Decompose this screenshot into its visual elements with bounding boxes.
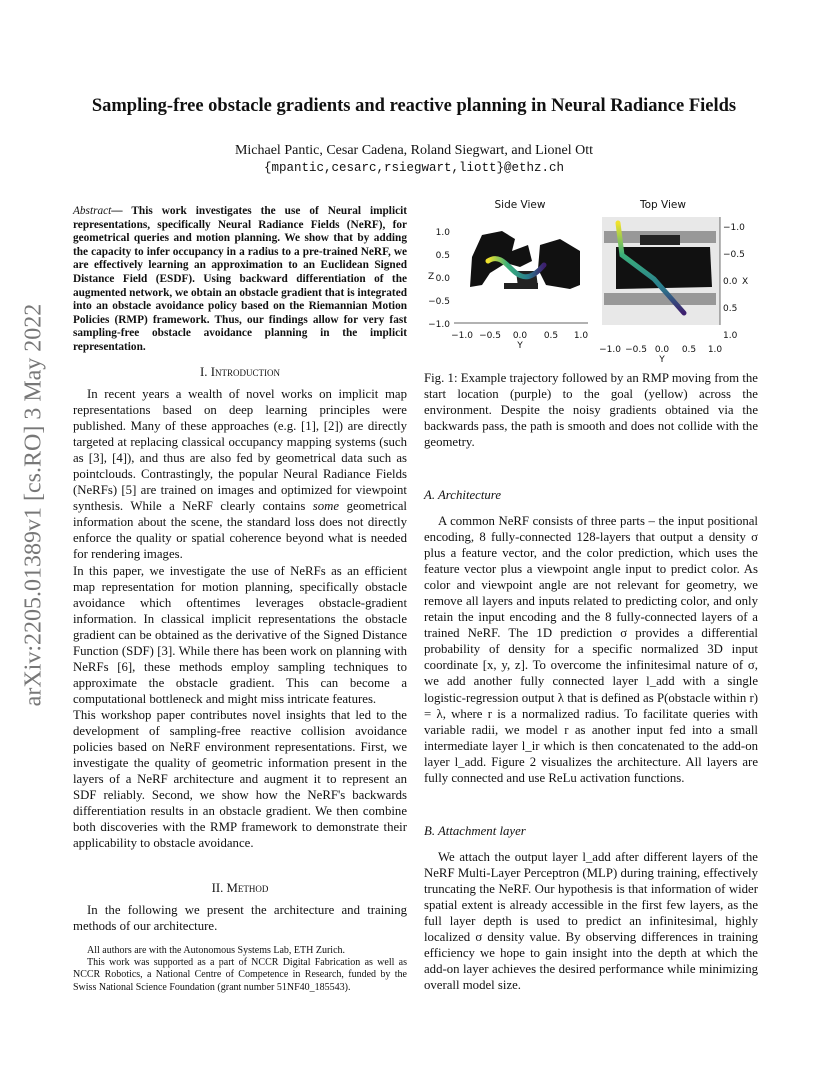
top-xtick-label: −0.5	[625, 345, 647, 355]
section-heading-introduction: I. Introduction	[200, 365, 280, 379]
section-heading-method: II. Method	[211, 881, 269, 895]
subsection-heading-architecture: A. Architecture	[424, 488, 501, 502]
top-rtick-label: 0.0	[723, 277, 738, 287]
side-view-title: Side View	[494, 199, 546, 211]
top-rtick-label: 0.5	[723, 304, 738, 314]
intro-paragraph-2: In this paper, we investigate the use of NeRFs as an efficient map representation for motion planning, specifically obstacle avoidance which oftentimes leverages obstacle-gradient information. In classical implicit representations the obstacle gradient can be obtained as the derivative of the Signed Distance Function (SDF) [3]. While there has been work on planning with NeRFs [6], these methods employ sampling techniques to approximate the obstacle gradient. This can become a computational bottleneck and might miss intricate features.	[73, 563, 407, 706]
arxiv-stamp	[14, 290, 54, 720]
side-z-axis-label: Z	[428, 272, 435, 282]
architecture-paragraph: A common NeRF consists of three parts – the input positional encoding, 8 fully-connected 128-layers that output a density σ plus a feature vector, and the color prediction, which uses the feature vector plus a viewpoint angle input to predict color. As color and viewpoint angle are not relevant for geometry, we remove all layers and inputs related to predicting color, and only retain the input encoding and the 8 fully-connected layers of a trained NeRF. The 1D prediction σ provides a differential probability of density for a specific normalized 3D input coordinate [x, y, z]. To overcome the infinitesimal nature of σ, we add another fully connected layer l_add with a single logistic-regression output λ that is defined as P(obstacle within r) = λ, where r is a normalized radius. To facilitate queries with variable radii, we model r as another input fed into a small intermediate layer l_ir which is then concatenated to the add-on layer l_add. Figure 2 visualizes the architecture. All layers are fully connected and use ReLu activation functions.	[424, 514, 758, 785]
top-xtick-label: −1.0	[599, 345, 621, 355]
side-xtick-label: −1.0	[451, 331, 473, 341]
top-xtick-label: 0.0	[654, 345, 670, 355]
footnote-affiliation: All authors are with the Autonomous Systems Lab, ETH Zurich.	[87, 945, 346, 956]
side-xtick-label: 0.5	[543, 331, 559, 341]
abstract	[73, 205, 407, 355]
side-ytick-label: 1.0	[435, 228, 450, 238]
side-ytick-label: −0.5	[428, 297, 450, 307]
figure-1	[420, 195, 762, 365]
side-ytick-label: 0.0	[435, 274, 450, 284]
intro-paragraph-3: This workshop paper contributes novel insights that led to the development of sampling-free reactive collision avoidance policies based on NeRF environment representations. First, we investigate the quality of geometric information present in the layers of a NeRF architecture and augment it to represent an SDF reliably. Second, we show how the NeRF's backwards differentiation results in an obstacle gradient. We then combine both discoveries with the RMP framework to demonstrate their applicability to obstacle avoidance.	[73, 707, 407, 851]
introduction-body	[73, 386, 407, 851]
author-emails: {mpantic,cesarc,rsiegwart,liott}@ethz.ch	[263, 161, 565, 175]
method-body	[73, 902, 407, 934]
footnote-funding: This work was supported as a part of NCCR Digital Fabrication as well as NCCR Robotics, a National Centre of Competence in Research, funded by the Swiss National Science Foundation (grant number 51NF40_185543).	[73, 957, 407, 993]
figure-1-plots	[420, 195, 762, 365]
side-xtick-label: 1.0	[573, 331, 589, 341]
top-rtick-label: −1.0	[723, 223, 745, 233]
side-y-axis-label: Y	[517, 341, 523, 351]
top-y-axis-label: Y	[659, 355, 665, 365]
intro-paragraph-1: In recent years a wealth of novel works on implicit map representations based on deep learning principles were published. Many of these approaches (e.g. [1], [2]) are directly targeted at replacing classical occupancy mapping systems (such as [3], [4]), and thus are also fed by geometrical data such as pointclouds. Contrastingly, the popular Neural Radiance Fields (NeRFs) [5] are trained on images and optimized for viewpoint synthesis. While a NeRF clearly contains some geometrical information about the scene, the standard loss does not directly enforce the quality or spatial coherence beyond what is needed for rendering images.	[73, 387, 407, 562]
side-ytick-label: 0.5	[435, 251, 450, 261]
top-view-title: Top View	[640, 199, 686, 211]
figure-1-caption: Fig. 1: Example trajectory followed by an RMP moving from the start location (purple) to the goal (yellow) across the environment. Despite the noisy gradients obtained via the backwards pass, the path is smooth and does not collide with the geometry.	[424, 371, 758, 450]
architecture-body	[424, 513, 758, 786]
attachment-paragraph: We attach the output layer l_add after different layers of the NeRF Multi-Layer Perceptron (MLP) during training, effectively truncating the NeRF. Our hypothesis is that information of wider spatial extent is already accessible in the first few layers, as the full layer depth is used to predict an infinitesimal, highly localized σ density value. By observing differences in training efficiency we hope to gain insight into the depth at which the add-on layer achieves the desired performance while minimizing overall model size.	[424, 850, 758, 993]
abstract-label: Abstract	[73, 205, 112, 217]
method-paragraph-1: In the following we present the architecture and training methods of our architecture.	[73, 903, 407, 934]
paper-title: Sampling-free obstacle gradients and reactive planning in Neural Radiance Fields	[91, 96, 737, 116]
top-xtick-label: 1.0	[707, 345, 723, 355]
top-x-axis-label: X	[742, 277, 749, 287]
side-xtick-label: −0.5	[479, 331, 501, 341]
footnotes	[73, 945, 407, 994]
subsection-heading-attachment-layer: B. Attachment layer	[424, 824, 526, 838]
attachment-layer-body	[424, 849, 758, 993]
arxiv-stamp-text: arXiv:2205.01389v1 [cs.RO] 3 May 2022	[20, 303, 47, 707]
side-ytick-label: −1.0	[428, 320, 450, 330]
side-xtick-label: 0.0	[512, 331, 528, 341]
author-list: Michael Pantic, Cesar Cadena, Roland Siegwart, and Lionel Ott	[234, 143, 594, 158]
abstract-text: — This work investigates the use of Neural implicit representations, specifically Neural Radiance Fields (NeRF), for geometrical queries and motion planning. We show that by adding the capacity to infer occupancy in a radius to a pre-trained NeRF, we are effectively learning an approximation to an Euclidean Signed Distance Field (ESDF). Using backward differentiation of the augmented network, we obtain an obstacle gradient that is integrated into an obstacle avoidance policy based on the Riemannian Motion Policies (RMP) framework. Thus, our findings allow for very fast sampling-free obstacle avoidance planning in the implicit representation.	[73, 205, 407, 353]
top-rtick-label: −0.5	[723, 250, 745, 260]
top-rtick-label: 1.0	[723, 331, 738, 341]
top-xtick-label: 0.5	[681, 345, 697, 355]
